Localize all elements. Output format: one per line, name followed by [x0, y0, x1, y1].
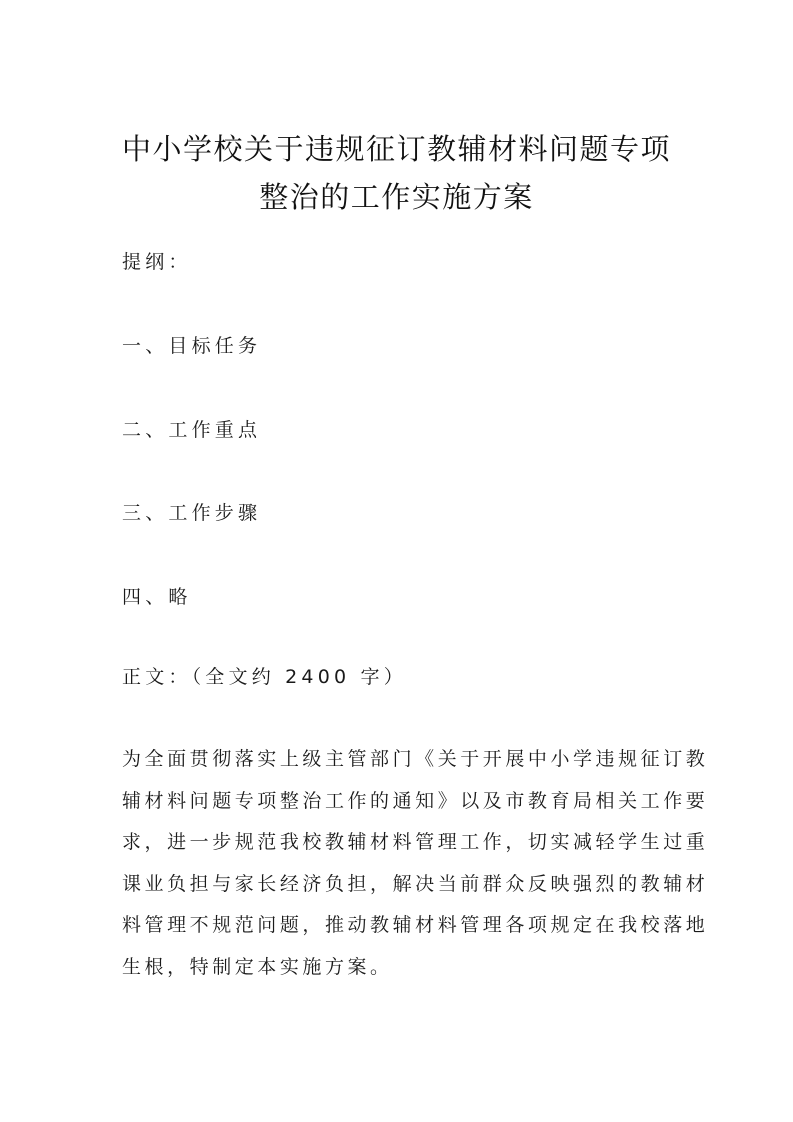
outline-label: 提纲：: [122, 251, 192, 273]
paragraph-line: 辅材料问题专项整治工作的通知》以及市教育局相关工作要: [122, 790, 709, 812]
paragraph-line: 课业负担与家长经济负担，解决当前群众反映强烈的教辅材: [122, 873, 709, 895]
body-label: 正文：（全文约 2400 字）: [122, 666, 407, 688]
paragraph-line: 料管理不规范问题，推动教辅材料管理各项规定在我校落地: [122, 914, 709, 936]
outline-item-omitted: 四、略: [122, 586, 192, 608]
document-title-line-1: 中小学校关于违规征订教辅材料问题专项: [121, 132, 671, 166]
paragraph-line: 生根，特制定本实施方案。: [122, 956, 393, 978]
paragraph-line: 为全面贯彻落实上级主管部门《关于开展中小学违规征订教: [122, 748, 709, 770]
outline-item-focus: 二、工作重点: [122, 419, 262, 441]
paragraph-line: 求，进一步规范我校教辅材料管理工作，切实减轻学生过重: [122, 831, 709, 853]
outline-item-goals: 一、目标任务: [122, 335, 262, 357]
outline-item-steps: 三、工作步骤: [122, 502, 262, 524]
document-title-line-2: 整治的工作实施方案: [259, 180, 534, 214]
